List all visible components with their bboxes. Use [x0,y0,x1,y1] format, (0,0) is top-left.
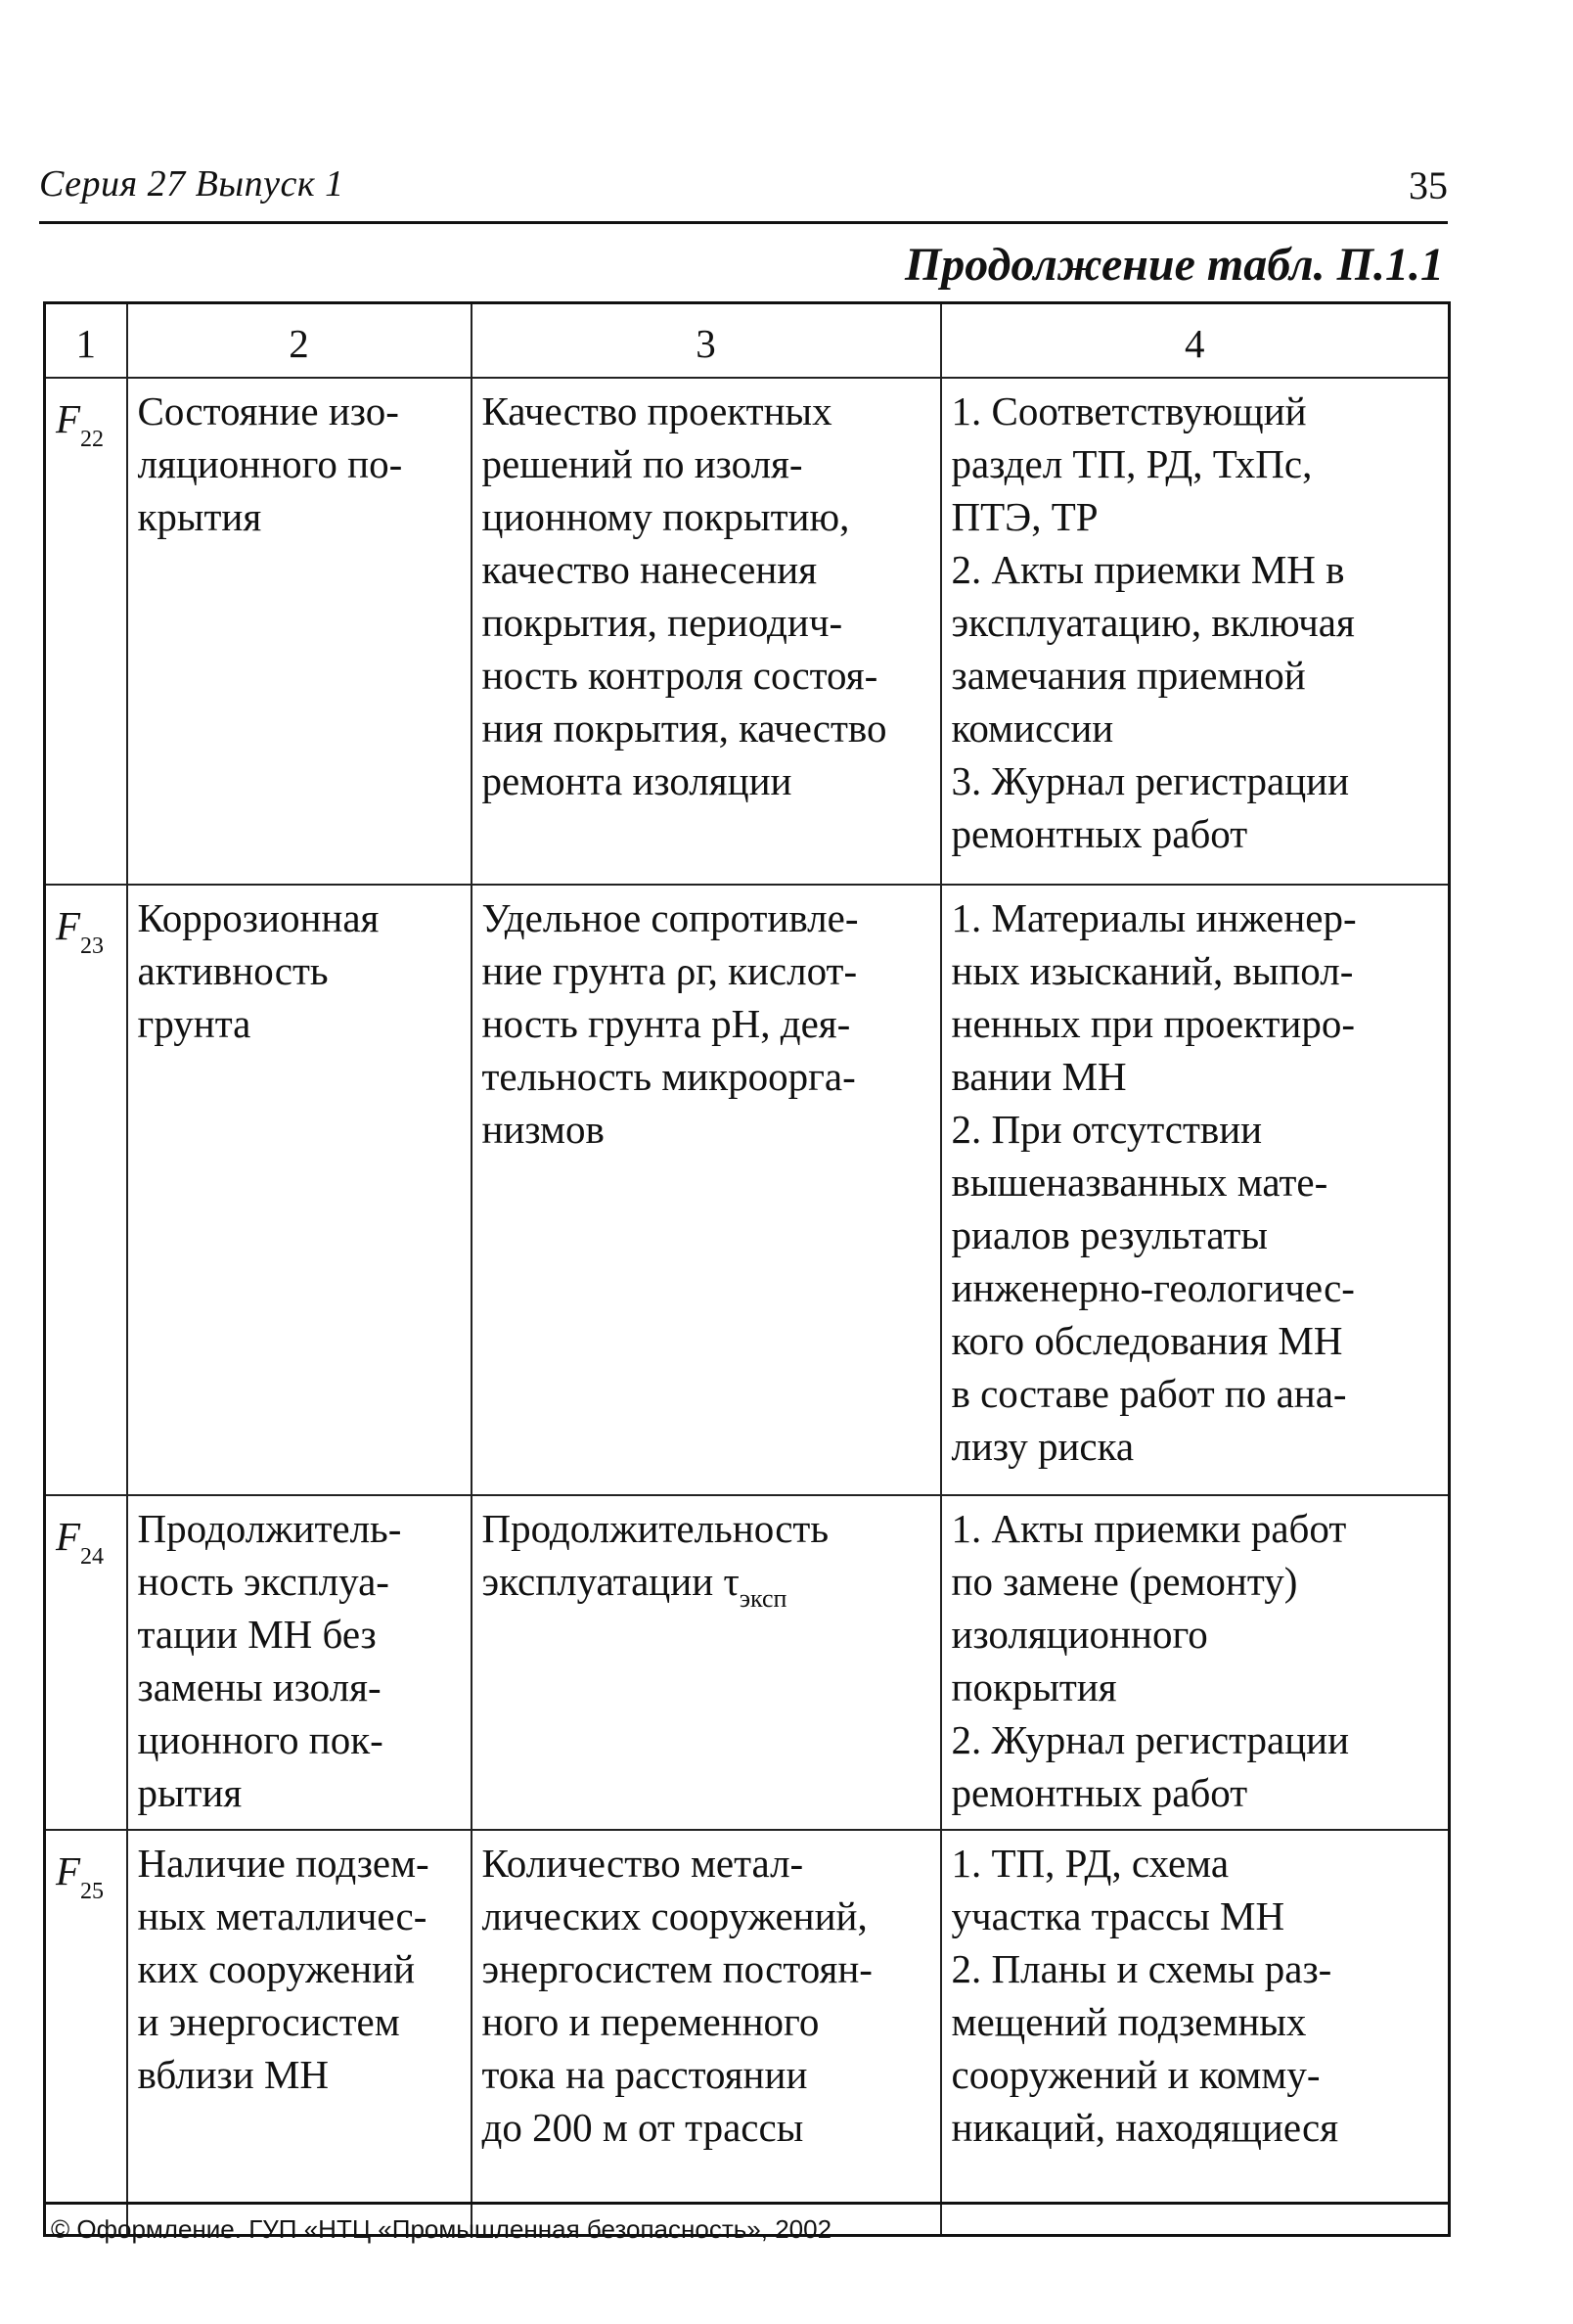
cell-line: ние грунта ρг, кислот- [481,948,858,993]
cell-line: вании МН [951,1054,1127,1099]
indicator-line-tail: эксплуатации $\tau_{эксп}$ [481,1559,787,1613]
factor-indicators [472,378,941,885]
cell-line: покрытия, периодич- [481,600,843,645]
cell-line: риалов результаты [951,1212,1268,1257]
factor-indicators [472,885,941,1495]
cell-line: эксплуатацию, включая [951,600,1355,645]
cell-line: Количество метал- [481,1841,804,1886]
cell-line: ного и переменного [481,1999,820,2044]
cell-line: низмов [481,1107,605,1152]
cell-line: Удельное сопротивле- [481,895,859,940]
cell-line: ремонта изоляции [481,758,792,803]
cell-line: замены изоля- [137,1664,382,1709]
factor-sources [941,885,1450,1495]
cell-line: ность грунта pH, дея- [481,1001,851,1046]
cell-line: инженерно-геологичес- [951,1265,1355,1310]
cell-line: Состояние изо- [137,388,399,433]
cell-line: замечания приемной [951,653,1306,698]
cell-line: вышеназванных мате- [951,1160,1328,1205]
factor-name [127,885,472,1495]
copyright-footer: © Оформление. ГУП «НТЦ «Промышленная безопасность», 2002 [51,2214,832,2244]
factor-code: $F_{25}$ [45,1830,127,2236]
cell-line: 2. Акты приемки МН в [951,547,1345,592]
cell-line: ния покрытия, качество [481,706,887,751]
cell-line: энергосистем постоян- [481,1946,873,1991]
cell-line: ционному покрытию, [481,494,850,539]
page-header [39,157,1448,225]
table-header-row [45,303,1450,379]
cell-line: 1. Соответствующий [951,388,1307,433]
cell-line: ных изысканий, выпол- [951,948,1354,993]
cell-line: рытия [137,1770,243,1815]
column-header-1: 1 [45,303,127,379]
cell-line: участка трассы МН [951,1893,1285,1938]
cell-line: 3. Журнал регистрации [951,758,1350,803]
cell-line: 1. ТП, РД, схема [951,1841,1230,1886]
cell-line: до 200 м от трассы [481,2105,804,2150]
page-number: 35 [1409,163,1448,207]
factor-indicators [472,1830,941,2236]
factor-code: $F_{23}$ [45,885,127,1495]
table-caption: Продолжение табл. П.1.1 [904,239,1444,291]
cell-line: 2. Журнал регистрации [951,1717,1350,1762]
cell-line: ремонтных работ [951,1770,1248,1815]
table-row [45,885,1450,1495]
factor-code: $F_{24}$ [45,1495,127,1830]
cell-line: по замене (ремонту) [951,1559,1298,1604]
cell-line: 1. Материалы инженер- [951,895,1357,940]
cell-line: ремонтных работ [951,811,1248,856]
cell-line: ПТЭ, ТР [951,494,1099,539]
cell-line: вблизи МН [137,2052,330,2097]
cell-line: покрытия [951,1664,1117,1709]
cell-line: 2. Планы и схемы раз- [951,1946,1332,1991]
factor-sources [941,1495,1450,1830]
cell-line: активность [137,948,329,993]
cell-line: мещений подземных [951,1999,1307,2044]
cell-line: Коррозионная [137,895,380,940]
data-table [43,301,1451,2237]
column-header-2: 2 [127,303,472,379]
footer-rule [43,2202,1448,2205]
cell-line: ненных при проектиро- [951,1001,1355,1046]
cell-line: грунта [137,1001,251,1046]
cell-line: Продолжитель- [137,1506,402,1551]
cell-line: и энергосистем [137,1999,400,2044]
column-header-3: 3 [472,303,941,379]
cell-line: ность эксплуа- [137,1559,389,1604]
table-row [45,1495,1450,1830]
cell-line: 2. При отсутствии [951,1107,1263,1152]
factor-indicators [472,1495,941,1830]
factor-sources [941,1830,1450,2236]
cell-line: тока на расстоянии [481,2052,808,2097]
cell-line: крытия [137,494,262,539]
cell-line: лизу риска [951,1424,1135,1469]
cell-line: раздел ТП, РД, ТхПс, [951,441,1313,486]
table-row [45,378,1450,885]
factor-code: $F_{22}$ [45,378,127,885]
cell-line: сооружений и комму- [951,2052,1321,2097]
cell-line: тельность микроорга- [481,1054,856,1099]
factor-sources [941,378,1450,885]
cell-line: качество нанесения [481,547,818,592]
cell-line: в составе работ по ана- [951,1371,1347,1416]
cell-line: никаций, находящиеся [951,2105,1339,2150]
cell-line: изоляционного [951,1612,1208,1657]
table-row [45,1830,1450,2236]
cell-line: ных металличес- [137,1893,427,1938]
header-rule [39,221,1448,224]
indicator-line: Продолжительность [481,1506,830,1551]
series-label: Серия 27 Выпуск 1 [39,163,344,205]
cell-line: ких сооружений [137,1946,416,1991]
factor-name [127,1495,472,1830]
cell-line: ность контроля состоя- [481,653,878,698]
factor-name [127,378,472,885]
factor-name [127,1830,472,2236]
cell-line: кого обследования МН [951,1318,1343,1363]
column-header-4: 4 [941,303,1450,379]
cell-line: решений по изоля- [481,441,803,486]
cell-line: лических сооружений, [481,1893,868,1938]
cell-line: ляционного по- [137,441,403,486]
cell-line: Наличие подзем- [137,1841,429,1886]
cell-line: 1. Акты приемки работ [951,1506,1347,1551]
cell-line: ционного пок- [137,1717,383,1762]
cell-line: комиссии [951,706,1114,751]
cell-line: тации МН без [137,1612,377,1657]
cell-line: Качество проектных [481,388,832,433]
